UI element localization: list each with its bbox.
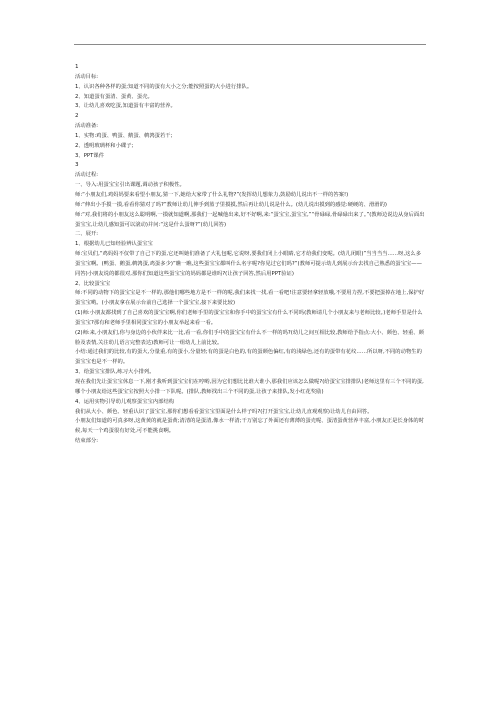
preparation-heading: 活动准备: [75, 123, 99, 130]
header-divider [74, 44, 426, 45]
section-number-3: 3 [75, 162, 79, 169]
step-1-paragraph: 师:宝贝们,“鸡妈妈不仅带了自己下的蛋,它还叫她们准备了大礼包呢,它说呀,要我们闭上小眼睛,它才给我们变呢。(幼儿闭眼)”当当当当……呀,这么多蛋宝宝啊。(鸭蛋、鹅蛋,鹌鹑蛋,鸡蛋多少)”瞧一瞧,这些蛋宝宝都叫什么名字呢?你见过它们吗?”(教师可提示幼儿到展示台去找自己熟悉的蛋宝宝——同答)小朋友说的都很对,那你们知道这些蛋宝宝的妈妈都是谁吗?(让孩子回答,然后用PPT验证) [75, 251, 422, 277]
preparation-item-3: 3、PPT课件 [75, 152, 105, 159]
step-3-heading: 3、给蛋宝宝排队,练习大小排列。 [75, 369, 155, 376]
document-body [75, 63, 425, 447]
intro-paragraph-2: 师:“伸出小手摸一摸,看看你猜对了吗?”教师让幼儿伸手到篮子里摸摸,然后再让幼儿说是什么。(幼儿说出摸到的感觉:硬硬的、滑滑的) [75, 201, 387, 208]
intro-paragraph-3: 师:“对,我们将的小朋友这么聪明啊,一摸就知道啊,那我们一起喊他出来,好不好啊,来:“蛋宝宝,蛋宝宝,”“骨碌碌,骨碌碌出来了。”(教师边说边从身后面出蛋宝宝,让幼儿感知蛋可以滚动)并问:“这是什么蛋呀?”(幼儿回答) [75, 211, 425, 228]
step-2-sub-2: (2)师:来,小朋友们,你与身边的小伙伴来比一比,看一看,你们手中的蛋宝宝有什么不一样的吗?(幼儿之间互相比较,教师给予指点:大小、颜色、轻重、颜脸及表情,关注幼儿语言完整表达)教师可让一组幼儿上前比较。 [75, 329, 424, 346]
intro-heading: 一、导入:用蛋宝宝引出课题,调动孩子积极性。 [75, 182, 185, 189]
section-number-2: 2 [75, 113, 79, 120]
step-2-paragraph: 师:不同的动物下的蛋宝宝是不一样的,那他们哪些地方是不一样的呢,我们来找一找,看一看吧!注意要轻拿轻放哦,不要用力捏,不要把蛋掉在地上,保护好蛋宝宝哟。(小朋友拿在展示台前自己选择一个蛋宝宝,接下来要比较) [75, 290, 425, 307]
step-4-heading: 4、运用实物引导幼儿观察蛋宝宝内部结构 [75, 398, 175, 405]
step-2-heading: 2、比较蛋宝宝 [75, 280, 111, 287]
goal-item-3: 3、让幼儿喜欢吃蛋,知道蛋有丰富的营养。 [75, 103, 176, 110]
step-3-paragraph: 现在我们先让蛋宝宝休息一下,刚才我听到蛋宝宝们在哼哟,因为它们想比比谁大谁小,那我们应该怎么做呢?(给蛋宝宝排排队)老师这里有三个不同的蛋,哪个小朋友给这些蛋宝宝按照大小排一下队呢。(排队,教师找出三个不同的蛋,让孩子来排队,发小红花奖励) [75, 379, 424, 395]
goal-item-1: 1、认识各种各样的蛋;知道不同的蛋有大小之分;能按照蛋的大小进行排队。 [75, 83, 253, 90]
step-4-paragraph-2: 小朋友们知道的可真多呀,这黄黄的就是蛋黄;清清的是蛋清,像水一样清;干万别忘了外面还有薄薄的蛋壳呢、蛋清蛋黄营养丰富,小朋友正是长身体的时候,每天一个鸡蛋很有好处,可不能挑食啊。 [75, 418, 425, 435]
preparation-item-1: 1、实物:鸡蛋、鸭蛋、鹅蛋、鹌鹑蛋若干; [75, 132, 173, 139]
section-number-1: 1 [75, 64, 79, 70]
goals-heading: 活动目标: [75, 73, 99, 80]
preparation-item-2: 2、透明玻璃杯和小碟子; [75, 142, 134, 149]
intro-paragraph-1: 师:“小朋友们,鸡妈妈要来看望小朋友,猜一下,她给大家带了什么礼物?”(发挥幼儿想象力,鼓励幼儿说出不一样的答案!) [75, 191, 349, 198]
step-1-heading: 1、根据幼儿已知经验辨认蛋宝宝 [75, 241, 153, 248]
goal-item-2: 2、知道蛋有蛋清、蛋黄、蛋壳。 [75, 93, 153, 100]
step-4-paragraph-1: 我们从大小、颜色、轻重认识了蛋宝宝,那你们想看看蛋宝宝里面是什么样子吗?(打开蛋宝宝,让幼儿直观观察)让幼儿自由回答。 [75, 408, 373, 415]
closing-heading: 结束部分: [75, 438, 99, 445]
step-2-sub-1: (1)师:小朋友都找到了自己喜欢的蛋宝宝啊,你们老师手里的蛋宝宝和你手中的蛋宝宝有什么不同吗(教师请几个小朋友来与老师比较。)老师手里是什么蛋宝宝?那有和老师手里相同蛋宝宝的小朋友举起来看一看。 [75, 310, 423, 326]
development-heading: 二、展开: [75, 231, 99, 238]
step-2-summary: 小结:通过我们的比较,有的蛋大,分量重,有的蛋小,分量轻;有的蛋是白色的,有的蛋颜色偏红,有的浅绿色,还有的蛋带有花纹……所以呀,不同的动物生的蛋宝宝也是不一样的。 [75, 349, 422, 366]
process-heading: 活动过程: [75, 172, 99, 179]
